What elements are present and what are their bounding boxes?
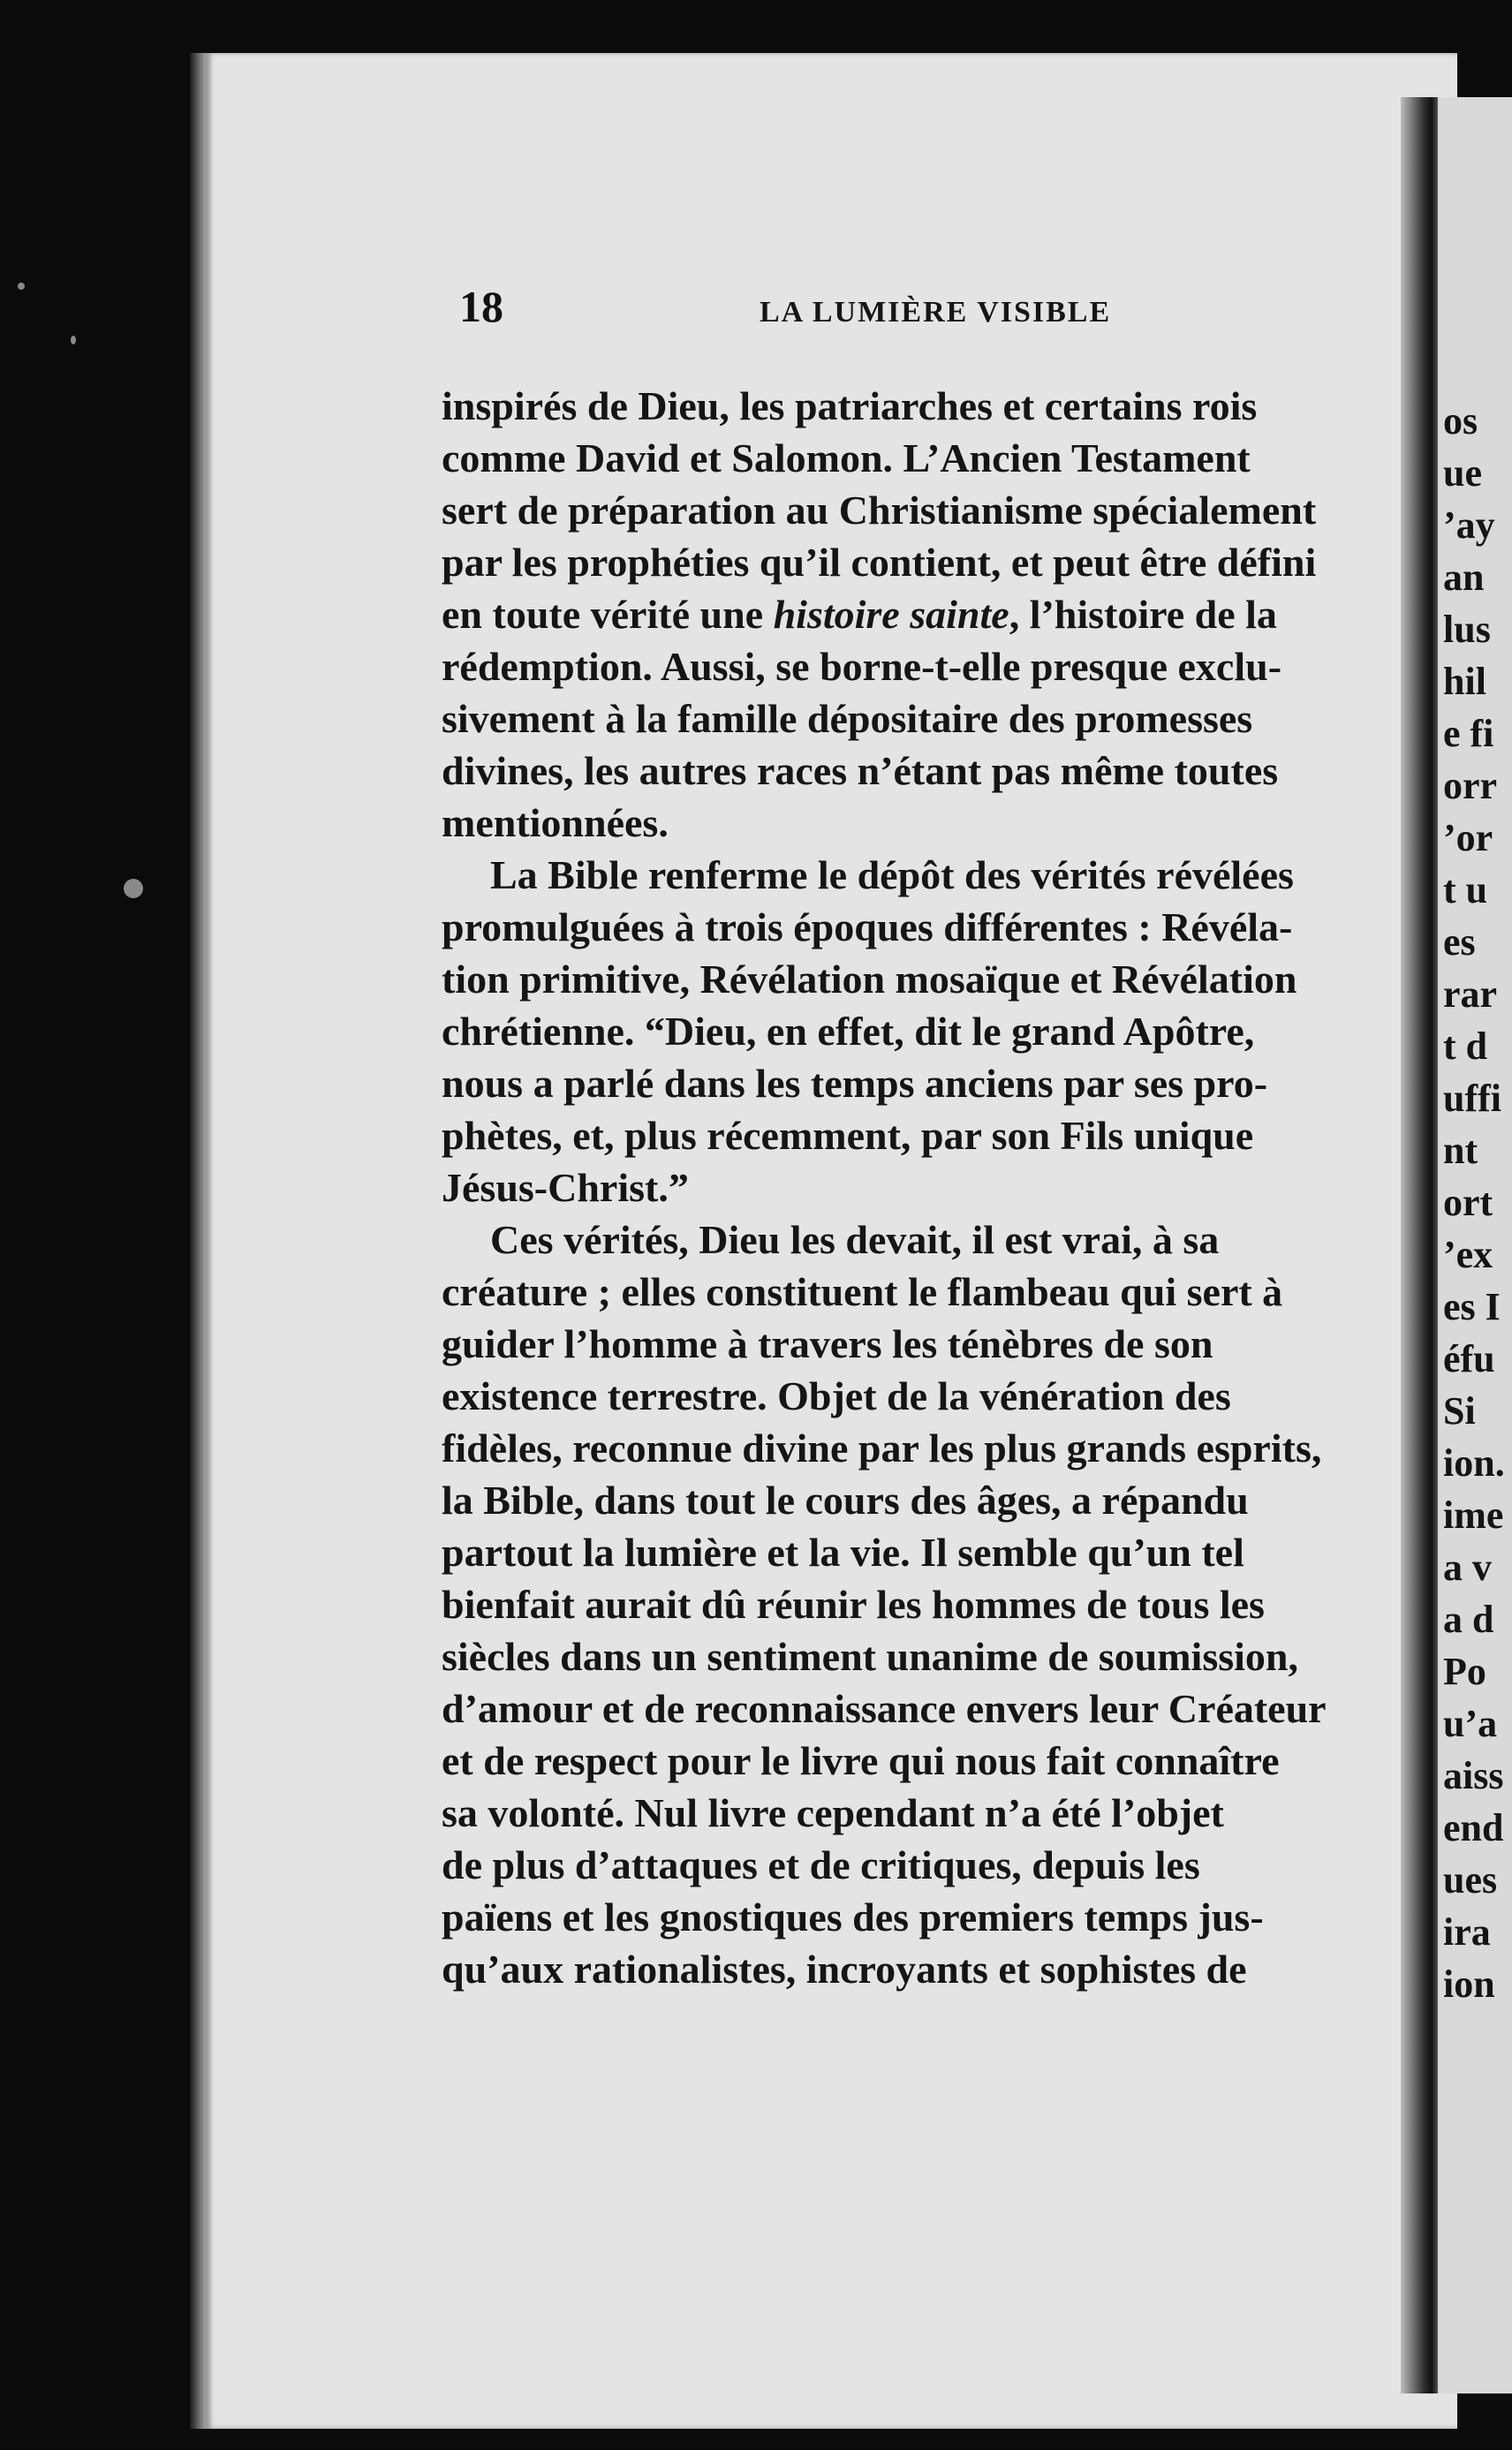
text-line: inspirés de Dieu, les patriarches et certains rois (442, 383, 1258, 428)
facing-page-text: t d (1443, 1025, 1488, 1068)
text-line: existence terrestre. Objet de la vénération des (442, 1373, 1231, 1418)
facing-page-text: nt (1443, 1129, 1478, 1172)
facing-page-text: orr (1443, 764, 1498, 807)
facing-page-text: t u (1443, 868, 1488, 911)
text-line: bienfait aurait dû réunir les hommes de tous les (442, 1582, 1265, 1627)
page-number: 18 (459, 282, 503, 331)
facing-page-text: ion. (1443, 1441, 1505, 1485)
facing-page-text: Po (1443, 1650, 1486, 1693)
scan-speck (124, 879, 143, 898)
facing-page-text: aiss (1443, 1754, 1504, 1797)
text-line: tion primitive, Révélation mosaïque et Révélation (442, 957, 1297, 1002)
facing-page-text: an (1443, 556, 1485, 599)
body-text (442, 380, 1422, 1995)
facing-page-text: lus (1443, 608, 1491, 651)
facing-page-text: ’ex (1443, 1233, 1493, 1276)
facing-page-text: es I (1443, 1285, 1501, 1328)
scan-speck (18, 283, 25, 290)
facing-page-fragment (1438, 97, 1512, 2393)
facing-page-text: ue (1443, 451, 1482, 495)
facing-page-text: a d (1443, 1598, 1494, 1641)
facing-page-text: ira (1443, 1910, 1491, 1954)
facing-page-text: rar (1443, 972, 1498, 1016)
text-line: créature ; elles constituent le flambeau qui sert à (442, 1269, 1283, 1314)
facing-page-text: u’a (1443, 1702, 1498, 1745)
scan-speck (71, 336, 76, 344)
text-line: païens et les gnostiques des premiers temps jus- (442, 1894, 1264, 1940)
facing-page-text: ort (1443, 1181, 1493, 1224)
text-line: en toute vérité une histoire sainte, l’histoire de la (442, 592, 1277, 637)
text-line: Jésus-Christ.” (442, 1165, 689, 1210)
text-line: Ces vérités, Dieu les devait, il est vrai, à sa (490, 1217, 1220, 1262)
text-line: La Bible renferme le dépôt des vérités révélées (490, 852, 1294, 897)
facing-page-text: ues (1443, 1858, 1498, 1902)
running-title: LA LUMIÈRE VISIBLE (760, 296, 1112, 329)
facing-page-text: ion (1443, 1962, 1495, 2006)
text-line: d’amour et de reconnaissance envers leur Créateur (442, 1686, 1327, 1731)
facing-page-text: end (1443, 1806, 1504, 1849)
text-line: partout la lumière et la vie. Il semble qu’un tel (442, 1530, 1244, 1575)
facing-page-text: os (1443, 399, 1478, 442)
facing-page-text: a v (1443, 1546, 1492, 1589)
text-line: sivement à la famille dépositaire des promesses (442, 696, 1253, 741)
text-line: guider l’homme à travers les ténèbres de son (442, 1321, 1213, 1366)
text-line: rédemption. Aussi, se borne-t-elle presque exclu- (442, 644, 1282, 689)
text-line: phètes, et, plus récemment, par son Fils unique (442, 1113, 1254, 1158)
text-line: sert de préparation au Christianisme spécialement (442, 488, 1317, 533)
text-line: comme David et Salomon. L’Ancien Testament (442, 435, 1251, 480)
facing-page-text: ime (1443, 1493, 1504, 1537)
facing-page-text: hil (1443, 660, 1486, 703)
facing-page-text: ’ay (1443, 503, 1495, 547)
text-line: qu’aux rationalistes, incroyants et sophistes de (442, 1947, 1247, 1992)
text-line: promulguées à trois époques différentes : Révéla- (442, 904, 1293, 949)
text-line: nous a parlé dans les temps anciens par ses pro- (442, 1061, 1268, 1106)
facing-page-text: es (1443, 920, 1476, 964)
text-line: mentionnées. (442, 800, 669, 845)
text-line: fidèles, reconnue divine par les plus grands esprits, (442, 1425, 1322, 1471)
facing-page-text: Si (1443, 1389, 1476, 1433)
text-line: chrétienne. “Dieu, en effet, dit le grand Apôtre, (442, 1009, 1255, 1054)
text-line: sa volonté. Nul livre cependant n’a été l’objet (442, 1790, 1224, 1835)
facing-page-text: éfu (1443, 1337, 1495, 1380)
facing-page-text: uffi (1443, 1077, 1501, 1120)
text-line: et de respect pour le livre qui nous fait connaître (442, 1738, 1280, 1783)
facing-page-text: ’or (1443, 816, 1493, 859)
text-line: la Bible, dans tout le cours des âges, a répandu (442, 1478, 1249, 1523)
text-line: de plus d’attaques et de critiques, depuis les (442, 1842, 1200, 1887)
text-line: divines, les autres races n’étant pas même toutes (442, 748, 1279, 793)
text-line: siècles dans un sentiment unanime de soumission, (442, 1634, 1298, 1679)
facing-page-text: e fi (1443, 712, 1494, 755)
text-line: par les prophéties qu’il contient, et peut être défini (442, 540, 1317, 585)
